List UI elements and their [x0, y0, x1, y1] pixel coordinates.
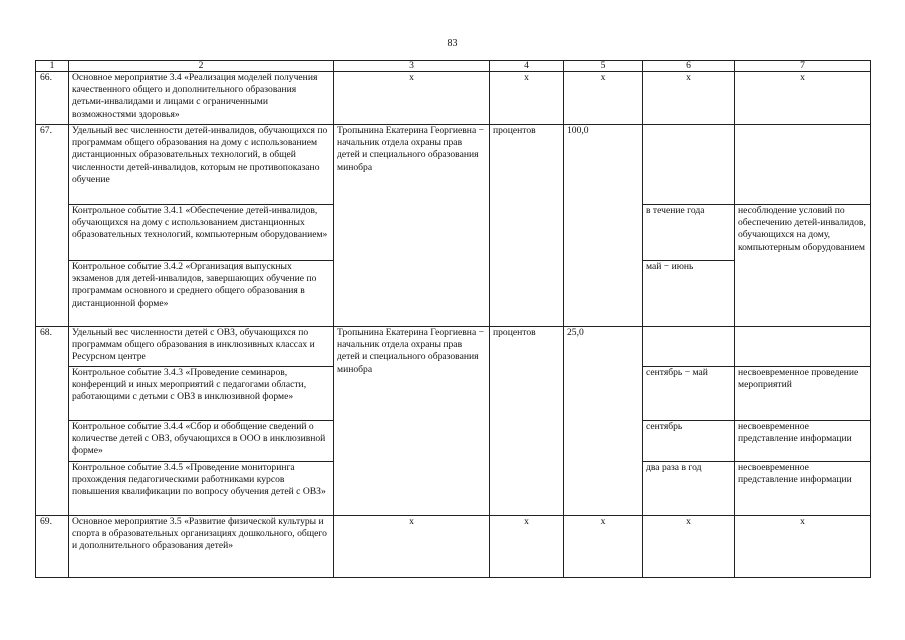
unit-cell: процентов: [490, 327, 564, 516]
header-cell: 3: [334, 61, 490, 72]
value-cell: х: [564, 516, 643, 578]
header-row: [36, 61, 871, 72]
risk-cell: [735, 327, 871, 367]
term-cell: х: [643, 72, 735, 125]
unit-cell: х: [490, 72, 564, 125]
risk-cell: несоблюдение условий по обеспечению детей-инвалидов, обучающихся на дому, компьютерным оборудованием: [735, 205, 871, 327]
responsible-cell: х: [334, 72, 490, 125]
value-cell: х: [564, 72, 643, 125]
risk-cell: х: [735, 72, 871, 125]
responsible-cell: х: [334, 516, 490, 578]
responsible-cell: Тропынина Екатерина Георгиевна − начальник отдела охраны прав детей и специального образования минобра: [334, 327, 490, 516]
responsible-cell: Тропынина Екатерина Георгиевна − начальник отдела охраны прав детей и специального образования минобра: [334, 125, 490, 327]
table-row: [36, 125, 871, 205]
row-number: 68.: [36, 327, 69, 516]
row-number: 66.: [36, 72, 69, 125]
activity-name: Основное мероприятие 3.5 «Развитие физической культуры и спорта в образовательных организациях дошкольного, общего и дополнительного образования детей»: [69, 516, 334, 578]
page-number: 83: [447, 38, 458, 49]
control-event-name: Контрольное событие 3.4.2 «Организация выпускных экзаменов для детей-инвалидов, завершающих обучение по программам основного и среднего общего образования в дистанционной форме»: [69, 261, 334, 327]
header-cell: 6: [643, 61, 735, 72]
risk-cell: несвоевременное проведение мероприятий: [735, 367, 871, 421]
row-number: 67.: [36, 125, 69, 327]
value-cell: 100,0: [564, 125, 643, 327]
indicator-name: Удельный вес численности детей-инвалидов, обучающихся по программам общего образования на дому с использованием дистанционных образовательных технологий, в общей численности детей-инвалидов, которым не противопоказано обучение: [69, 125, 334, 205]
table-row: [36, 327, 871, 367]
table-row: [36, 72, 871, 125]
term-cell: два раза в год: [643, 462, 735, 516]
term-cell: х: [643, 516, 735, 578]
term-cell: май − июнь: [643, 261, 735, 327]
table-row: [36, 516, 871, 578]
row-number: 69.: [36, 516, 69, 578]
header-cell: 1: [36, 61, 69, 72]
term-cell: [643, 327, 735, 367]
header-cell: 5: [564, 61, 643, 72]
header-cell: 4: [490, 61, 564, 72]
risk-cell: [735, 125, 871, 205]
header-cell: 2: [69, 61, 334, 72]
control-event-name: Контрольное событие 3.4.4 «Сбор и обобщение сведений о количестве детей с ОВЗ, обучающихся в ООО в инклюзивной форме»: [69, 421, 334, 462]
indicator-name: Удельный вес численности детей с ОВЗ, обучающихся по программам общего образования в инклюзивных классах и Ресурсном центре: [69, 327, 334, 367]
risk-cell: несвоевременное представление информации: [735, 462, 871, 516]
unit-cell: х: [490, 516, 564, 578]
term-cell: [643, 125, 735, 205]
control-event-name: Контрольное событие 3.4.5 «Проведение мониторинга прохождения педагогическими работниками курсов повышения квалификации по вопросу обучения детей с ОВЗ»: [69, 462, 334, 516]
term-cell: сентябрь: [643, 421, 735, 462]
activity-name: Основное мероприятие 3.4 «Реализация моделей получения качественного общего и дополнительного образования детьми-инвалидами и лицами с ограниченными возможностями здоровья»: [69, 72, 334, 125]
value-cell: 25,0: [564, 327, 643, 516]
term-cell: сентябрь − май: [643, 367, 735, 421]
control-event-name: Контрольное событие 3.4.1 «Обеспечение детей-инвалидов, обучающихся на дому с использованием дистанционных образовательных технологий, компьютерным оборудованием»: [69, 205, 334, 261]
unit-cell: процентов: [490, 125, 564, 327]
term-cell: в течение года: [643, 205, 735, 261]
header-cell: 7: [735, 61, 871, 72]
risk-cell: х: [735, 516, 871, 578]
control-event-name: Контрольное событие 3.4.3 «Проведение семинаров, конференций и иных мероприятий с педагогами области, работающими с детьми с ОВЗ в инклюзивной форме»: [69, 367, 334, 421]
program-table: [35, 60, 871, 578]
risk-cell: несвоевременное представление информации: [735, 421, 871, 462]
